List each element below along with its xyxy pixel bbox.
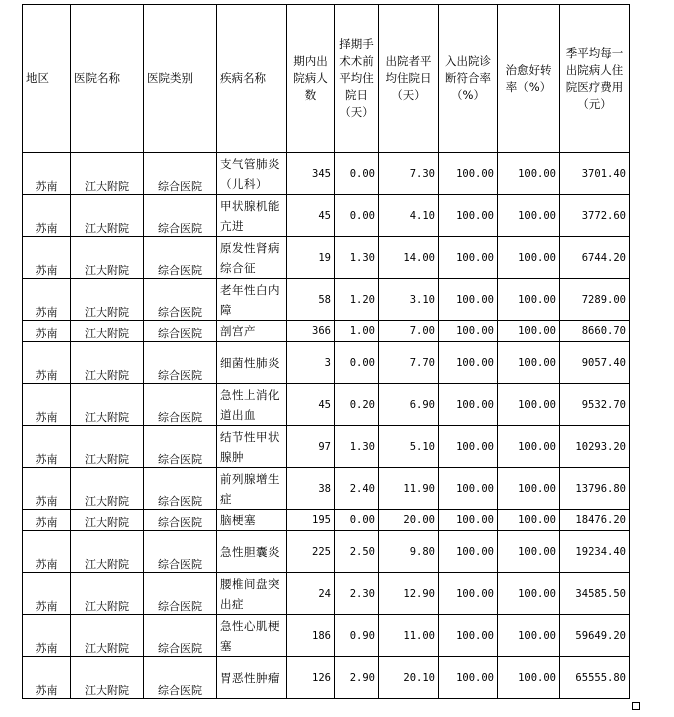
cell-region: 苏南	[23, 657, 71, 699]
cell-hospital: 江大附院	[71, 573, 144, 615]
header-cure-rate: 治愈好转率（%）	[498, 5, 560, 153]
table-row	[23, 384, 630, 426]
cell-diag-rate: 100.00	[439, 384, 498, 426]
table-row	[23, 342, 630, 384]
table-row	[23, 321, 630, 342]
cell-disease: 老年性白内障	[217, 279, 287, 321]
cell-diag-rate: 100.00	[439, 657, 498, 699]
cell-avg-cost: 9057.40	[560, 342, 630, 384]
cell-diag-rate: 100.00	[439, 195, 498, 237]
cell-cure-rate: 100.00	[498, 384, 560, 426]
cell-region: 苏南	[23, 237, 71, 279]
cell-type: 综合医院	[144, 237, 217, 279]
cell-disease: 腰椎间盘突出症	[217, 573, 287, 615]
header-avg-cost: 季平均每一出院病人住院医疗费用（元）	[560, 5, 630, 153]
cell-hospital: 江大附院	[71, 426, 144, 468]
cell-type: 综合医院	[144, 615, 217, 657]
cell-patients: 19	[287, 237, 335, 279]
cell-cure-rate: 100.00	[498, 195, 560, 237]
cell-preop-days: 1.30	[335, 237, 379, 279]
cell-avg-cost: 9532.70	[560, 384, 630, 426]
table-row	[23, 657, 630, 699]
cell-disease: 结节性甲状腺肿	[217, 426, 287, 468]
cell-avg-stay: 14.00	[379, 237, 439, 279]
table-row	[23, 468, 630, 510]
cell-patients: 186	[287, 615, 335, 657]
cell-hospital: 江大附院	[71, 321, 144, 342]
cell-type: 综合医院	[144, 426, 217, 468]
cell-preop-days: 0.00	[335, 195, 379, 237]
cell-cure-rate: 100.00	[498, 279, 560, 321]
cell-avg-cost: 13796.80	[560, 468, 630, 510]
header-avg-stay: 出院者平均住院日（天）	[379, 5, 439, 153]
cell-disease: 支气管肺炎（儿科）	[217, 153, 287, 195]
cell-cure-rate: 100.00	[498, 321, 560, 342]
cell-avg-cost: 10293.20	[560, 426, 630, 468]
table-row	[23, 426, 630, 468]
cell-patients: 345	[287, 153, 335, 195]
cell-preop-days: 0.00	[335, 153, 379, 195]
cell-avg-stay: 7.70	[379, 342, 439, 384]
cell-cure-rate: 100.00	[498, 237, 560, 279]
cell-disease: 细菌性肺炎	[217, 342, 287, 384]
cell-type: 综合医院	[144, 321, 217, 342]
cell-cure-rate: 100.00	[498, 531, 560, 573]
cell-region: 苏南	[23, 615, 71, 657]
cell-hospital: 江大附院	[71, 468, 144, 510]
cell-avg-stay: 9.80	[379, 531, 439, 573]
cell-cure-rate: 100.00	[498, 510, 560, 531]
table-body	[23, 153, 630, 699]
cell-patients: 195	[287, 510, 335, 531]
cell-region: 苏南	[23, 426, 71, 468]
cell-patients: 126	[287, 657, 335, 699]
resize-handle[interactable]	[632, 702, 640, 710]
cell-disease: 急性胆囊炎	[217, 531, 287, 573]
cell-preop-days: 0.00	[335, 342, 379, 384]
cell-patients: 225	[287, 531, 335, 573]
cell-cure-rate: 100.00	[498, 615, 560, 657]
cell-patients: 3	[287, 342, 335, 384]
cell-diag-rate: 100.00	[439, 510, 498, 531]
cell-avg-stay: 4.10	[379, 195, 439, 237]
cell-avg-stay: 12.90	[379, 573, 439, 615]
cell-type: 综合医院	[144, 510, 217, 531]
cell-avg-cost: 6744.20	[560, 237, 630, 279]
table-row	[23, 510, 630, 531]
header-diag-rate: 入出院诊断符合率（%）	[439, 5, 498, 153]
cell-avg-stay: 6.90	[379, 384, 439, 426]
cell-diag-rate: 100.00	[439, 573, 498, 615]
table-row	[23, 615, 630, 657]
cell-avg-stay: 7.00	[379, 321, 439, 342]
cell-patients: 45	[287, 195, 335, 237]
cell-cure-rate: 100.00	[498, 468, 560, 510]
cell-type: 综合医院	[144, 342, 217, 384]
cell-diag-rate: 100.00	[439, 468, 498, 510]
cell-type: 综合医院	[144, 657, 217, 699]
cell-region: 苏南	[23, 468, 71, 510]
cell-region: 苏南	[23, 510, 71, 531]
cell-avg-stay: 3.10	[379, 279, 439, 321]
table-row	[23, 279, 630, 321]
table-row	[23, 195, 630, 237]
cell-region: 苏南	[23, 153, 71, 195]
cell-disease: 原发性肾病综合征	[217, 237, 287, 279]
cell-diag-rate: 100.00	[439, 237, 498, 279]
cell-hospital: 江大附院	[71, 615, 144, 657]
cell-diag-rate: 100.00	[439, 615, 498, 657]
table-row	[23, 153, 630, 195]
cell-disease: 甲状腺机能亢进	[217, 195, 287, 237]
cell-hospital: 江大附院	[71, 384, 144, 426]
header-preop-days: 择期手术术前平均住院日（天）	[335, 5, 379, 153]
cell-disease: 前列腺增生症	[217, 468, 287, 510]
cell-type: 综合医院	[144, 531, 217, 573]
cell-patients: 38	[287, 468, 335, 510]
cell-avg-stay: 5.10	[379, 426, 439, 468]
table-row	[23, 573, 630, 615]
cell-region: 苏南	[23, 279, 71, 321]
cell-patients: 366	[287, 321, 335, 342]
cell-hospital: 江大附院	[71, 279, 144, 321]
table-row	[23, 531, 630, 573]
cell-region: 苏南	[23, 195, 71, 237]
cell-avg-cost: 3772.60	[560, 195, 630, 237]
cell-cure-rate: 100.00	[498, 426, 560, 468]
cell-preop-days: 2.30	[335, 573, 379, 615]
header-patients: 期内出院病人数	[287, 5, 335, 153]
cell-hospital: 江大附院	[71, 531, 144, 573]
cell-preop-days: 0.20	[335, 384, 379, 426]
cell-avg-cost: 34585.50	[560, 573, 630, 615]
cell-region: 苏南	[23, 321, 71, 342]
header-row	[23, 5, 630, 153]
cell-hospital: 江大附院	[71, 153, 144, 195]
cell-disease: 脑梗塞	[217, 510, 287, 531]
cell-avg-cost: 65555.80	[560, 657, 630, 699]
cell-patients: 45	[287, 384, 335, 426]
cell-preop-days: 1.30	[335, 426, 379, 468]
cell-hospital: 江大附院	[71, 342, 144, 384]
cell-diag-rate: 100.00	[439, 321, 498, 342]
cell-preop-days: 0.90	[335, 615, 379, 657]
cell-region: 苏南	[23, 531, 71, 573]
cell-avg-cost: 59649.20	[560, 615, 630, 657]
header-hospital: 医院名称	[71, 5, 144, 153]
cell-region: 苏南	[23, 342, 71, 384]
cell-preop-days: 2.40	[335, 468, 379, 510]
cell-diag-rate: 100.00	[439, 531, 498, 573]
table-row	[23, 237, 630, 279]
cell-type: 综合医院	[144, 279, 217, 321]
cell-preop-days: 2.50	[335, 531, 379, 573]
cell-patients: 58	[287, 279, 335, 321]
cell-diag-rate: 100.00	[439, 342, 498, 384]
cell-disease: 急性上消化道出血	[217, 384, 287, 426]
cell-avg-stay: 11.00	[379, 615, 439, 657]
cell-patients: 24	[287, 573, 335, 615]
cell-diag-rate: 100.00	[439, 426, 498, 468]
cell-region: 苏南	[23, 384, 71, 426]
cell-cure-rate: 100.00	[498, 657, 560, 699]
header-region: 地区	[23, 5, 71, 153]
cell-disease: 急性心肌梗塞	[217, 615, 287, 657]
cell-cure-rate: 100.00	[498, 153, 560, 195]
cell-type: 综合医院	[144, 153, 217, 195]
cell-avg-stay: 7.30	[379, 153, 439, 195]
cell-avg-stay: 11.90	[379, 468, 439, 510]
header-disease: 疾病名称	[217, 5, 287, 153]
cell-type: 综合医院	[144, 573, 217, 615]
cell-type: 综合医院	[144, 384, 217, 426]
cell-avg-cost: 7289.00	[560, 279, 630, 321]
cell-preop-days: 1.20	[335, 279, 379, 321]
header-type: 医院类别	[144, 5, 217, 153]
cell-hospital: 江大附院	[71, 237, 144, 279]
cell-diag-rate: 100.00	[439, 279, 498, 321]
cell-avg-stay: 20.10	[379, 657, 439, 699]
cell-cure-rate: 100.00	[498, 342, 560, 384]
cell-cure-rate: 100.00	[498, 573, 560, 615]
cell-diag-rate: 100.00	[439, 153, 498, 195]
cell-preop-days: 2.90	[335, 657, 379, 699]
cell-hospital: 江大附院	[71, 657, 144, 699]
cell-disease: 胃恶性肿瘤	[217, 657, 287, 699]
cell-avg-cost: 18476.20	[560, 510, 630, 531]
cell-region: 苏南	[23, 573, 71, 615]
cell-hospital: 江大附院	[71, 195, 144, 237]
cell-preop-days: 0.00	[335, 510, 379, 531]
cell-avg-cost: 3701.40	[560, 153, 630, 195]
hospital-stats-table	[22, 4, 630, 699]
cell-avg-stay: 20.00	[379, 510, 439, 531]
cell-preop-days: 1.00	[335, 321, 379, 342]
cell-patients: 97	[287, 426, 335, 468]
cell-avg-cost: 19234.40	[560, 531, 630, 573]
cell-disease: 剖宫产	[217, 321, 287, 342]
cell-type: 综合医院	[144, 195, 217, 237]
cell-avg-cost: 8660.70	[560, 321, 630, 342]
cell-hospital: 江大附院	[71, 510, 144, 531]
cell-type: 综合医院	[144, 468, 217, 510]
